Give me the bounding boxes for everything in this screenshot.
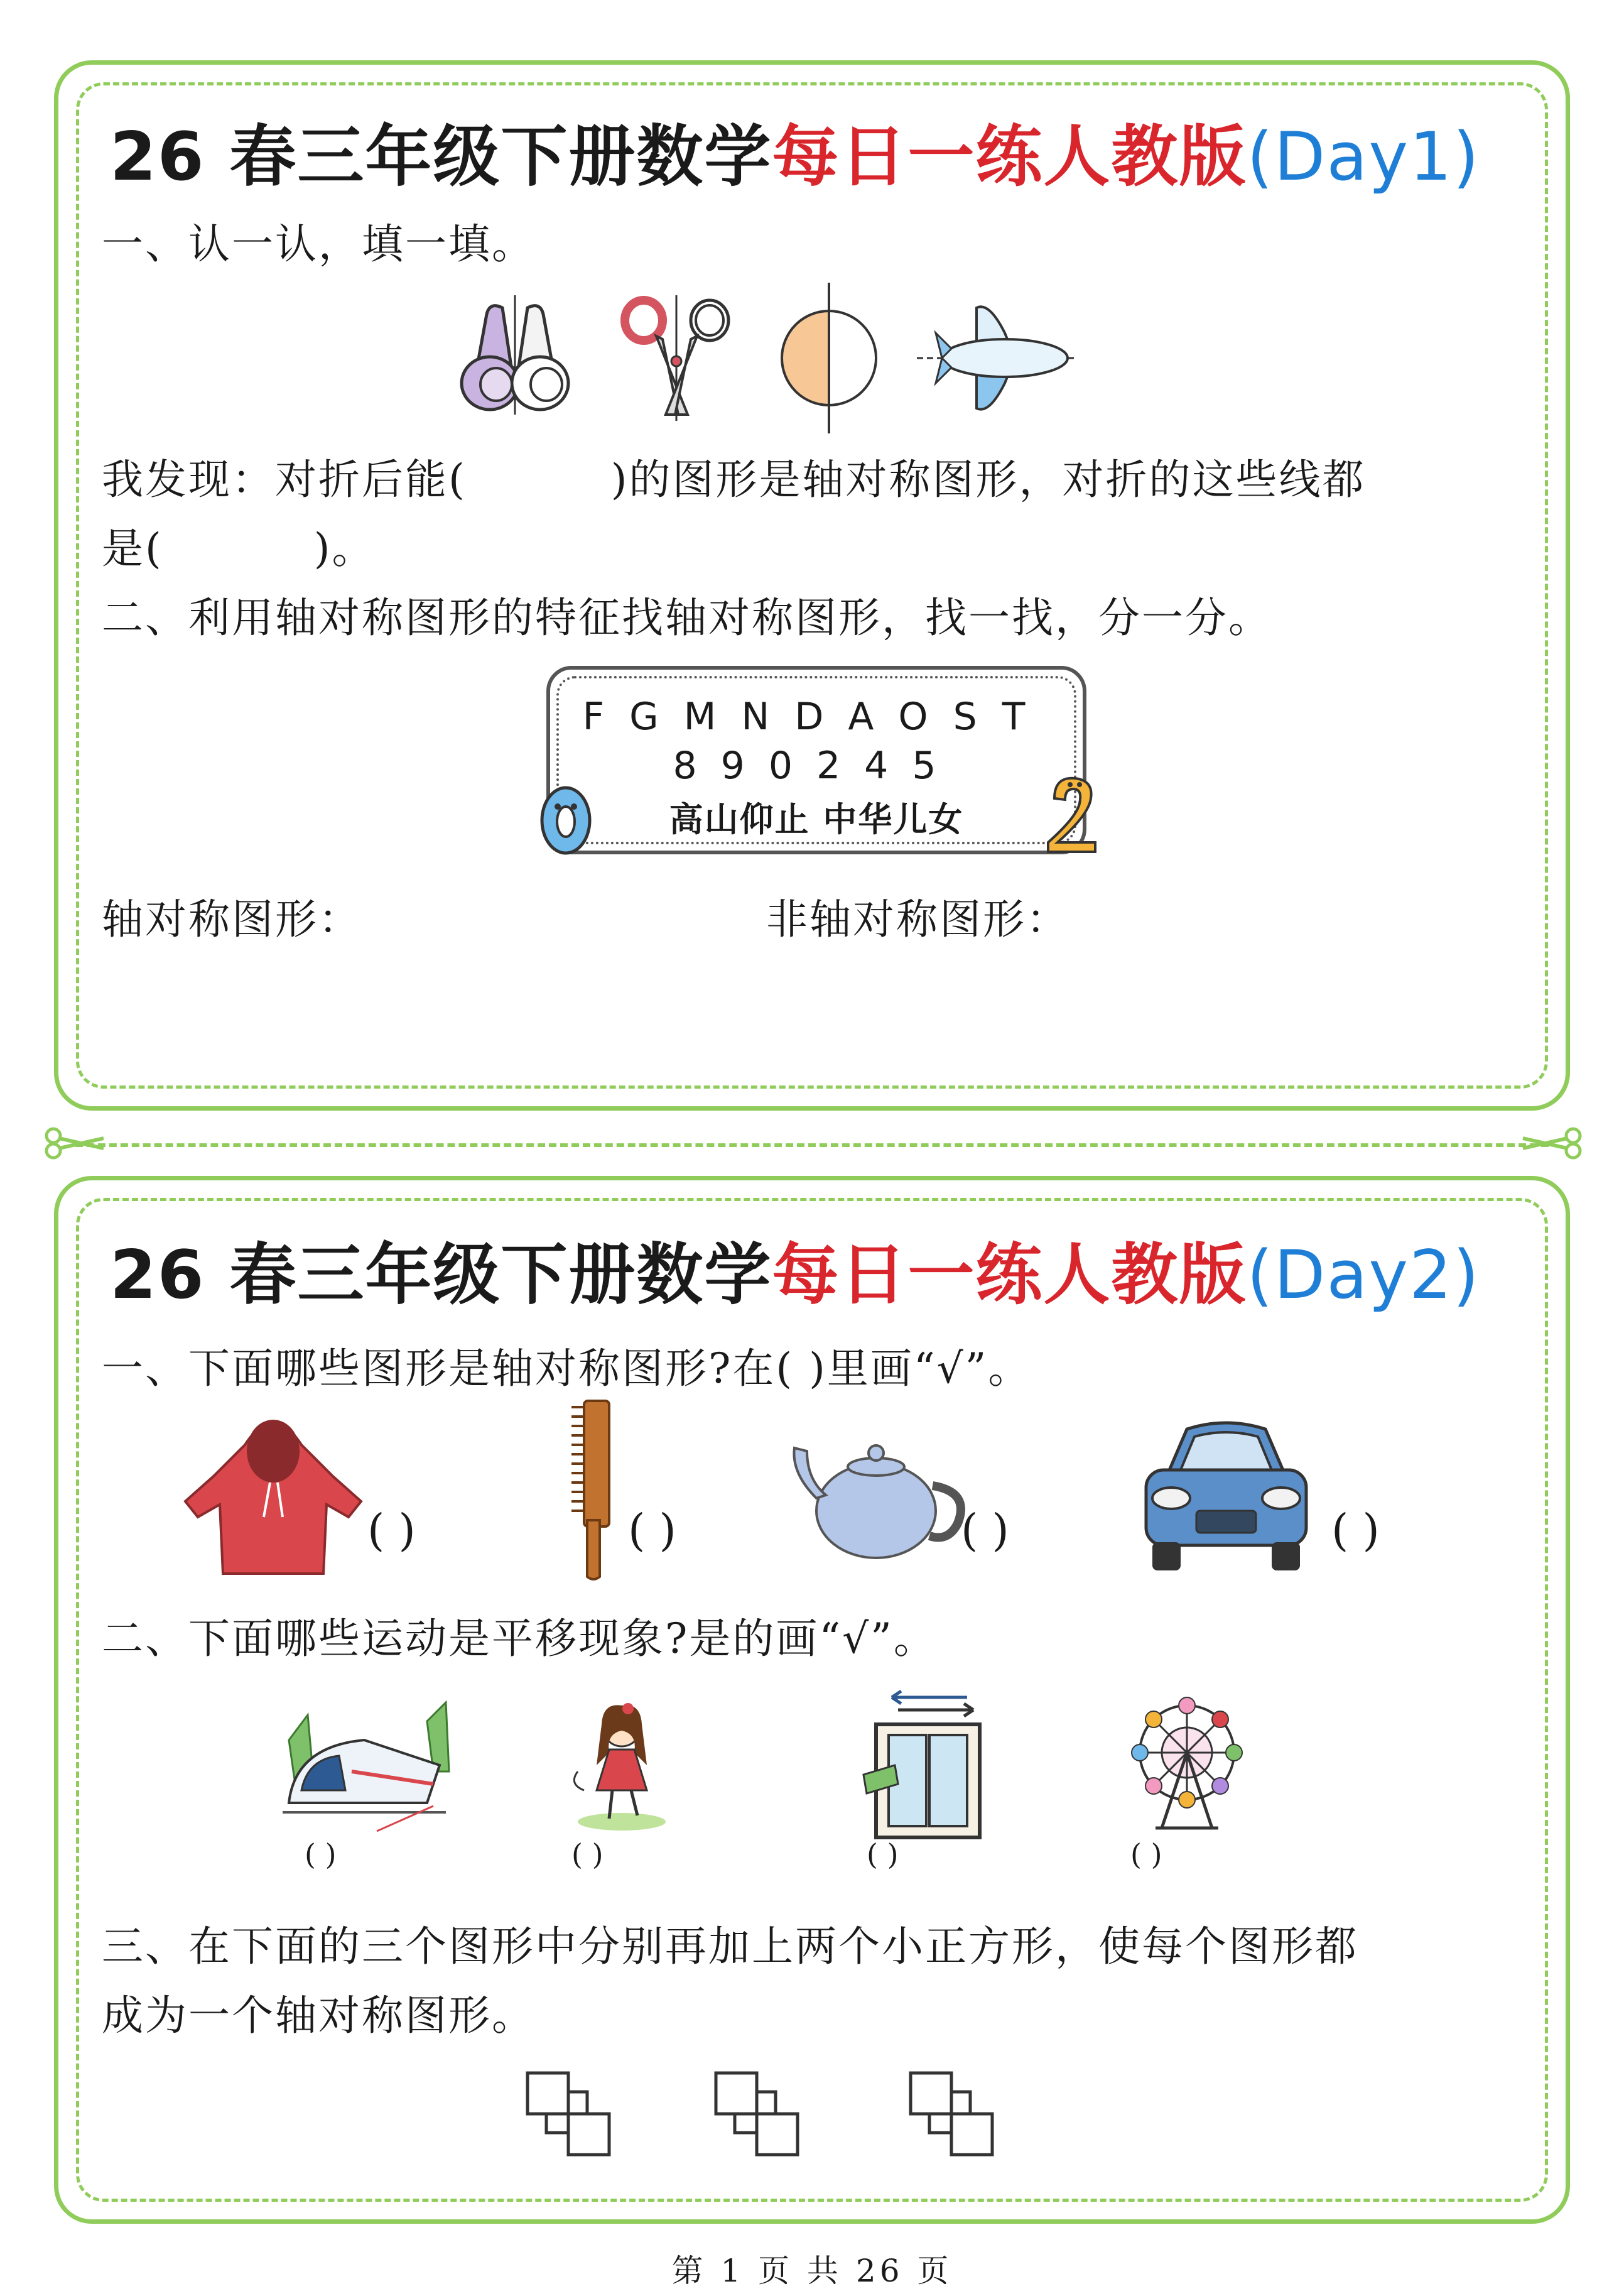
car-icon xyxy=(1137,1417,1316,1574)
day1-q1-heading: 一、认一认，填一填。 xyxy=(102,220,535,268)
day1-q1-fill-line1: 我发现：对折后能( )的图形是轴对称图形，对折的这些线都 xyxy=(102,455,1366,504)
q2-paren-3[interactable]: ( ) xyxy=(867,1837,899,1871)
teapot-icon xyxy=(788,1435,970,1561)
square-figure-1[interactable] xyxy=(524,2070,612,2158)
q1-paren-1[interactable]: ( ) xyxy=(367,1504,416,1556)
q1-paren-2[interactable]: ( ) xyxy=(628,1504,676,1556)
day1-title-blue: (Day1) xyxy=(1247,118,1480,195)
day1-q1-fill-line2: 是( )。 xyxy=(102,525,376,573)
day2-title-blue: (Day2) xyxy=(1247,1236,1480,1314)
q2-paren-2[interactable]: ( ) xyxy=(571,1837,604,1871)
day2-q3-line2: 成为一个轴对称图形。 xyxy=(102,1991,535,2040)
page-footer: 第 1 页 共 26 页 xyxy=(671,2253,953,2289)
train-icon xyxy=(270,1696,458,1834)
ferris-wheel-icon xyxy=(1124,1696,1250,1834)
digit-zero-mascot-icon xyxy=(538,783,594,858)
square-figure-2[interactable] xyxy=(713,2070,801,2158)
day2-q2-heading: 二、下面哪些运动是平移现象?是的画“√”。 xyxy=(102,1614,937,1663)
day1-title-black: 26 春三年级下册数学 xyxy=(110,118,772,195)
airplane-icon xyxy=(917,295,1074,421)
binoculars-icon xyxy=(452,295,578,415)
q2-paren-1[interactable]: ( ) xyxy=(305,1837,337,1871)
q1-paren-4[interactable]: ( ) xyxy=(1331,1504,1380,1556)
scissors-cut-left-icon xyxy=(44,1124,113,1162)
words-row: 高山仰止 中华儿女 xyxy=(669,800,964,839)
letters-row: FGMNDAOST xyxy=(582,695,1051,739)
half-circle-icon xyxy=(772,283,885,433)
comb-icon xyxy=(565,1395,622,1583)
day2-q3-line1: 三、在下面的三个图形中分别再加上两个小正方形，使每个图形都 xyxy=(102,1922,1358,1971)
square-figure-3[interactable] xyxy=(907,2070,995,2158)
sliding-window-icon xyxy=(860,1690,992,1841)
day1-q2-heading: 二、利用轴对称图形的特征找轴对称图形，找一找，分一分。 xyxy=(102,594,1272,642)
non-symmetric-label: 非轴对称图形： xyxy=(766,895,1069,944)
q2-paren-4[interactable]: ( ) xyxy=(1130,1837,1162,1871)
digit-two-mascot-icon xyxy=(1045,773,1102,855)
digits-row: 890245 xyxy=(673,744,960,788)
scissors-cut-right-icon xyxy=(1513,1124,1583,1162)
symmetric-label: 轴对称图形： xyxy=(102,895,362,944)
q1-paren-3[interactable]: ( ) xyxy=(961,1504,1009,1556)
letters-board xyxy=(546,666,1086,854)
scissors-icon xyxy=(619,295,735,421)
hoodie-icon xyxy=(182,1407,364,1577)
day1-title-red: 每日一练人教版 xyxy=(772,118,1247,195)
spinning-girl-icon xyxy=(559,1696,685,1834)
day2-title xyxy=(110,1222,1480,1317)
cut-line xyxy=(75,1143,1549,1147)
day2-q1-heading: 一、下面哪些图形是轴对称图形?在( )里画“√”。 xyxy=(102,1344,1032,1393)
day1-title xyxy=(110,104,1480,199)
day2-title-black: 26 春三年级下册数学 xyxy=(110,1236,772,1314)
day2-title-red: 每日一练人教版 xyxy=(772,1236,1247,1314)
